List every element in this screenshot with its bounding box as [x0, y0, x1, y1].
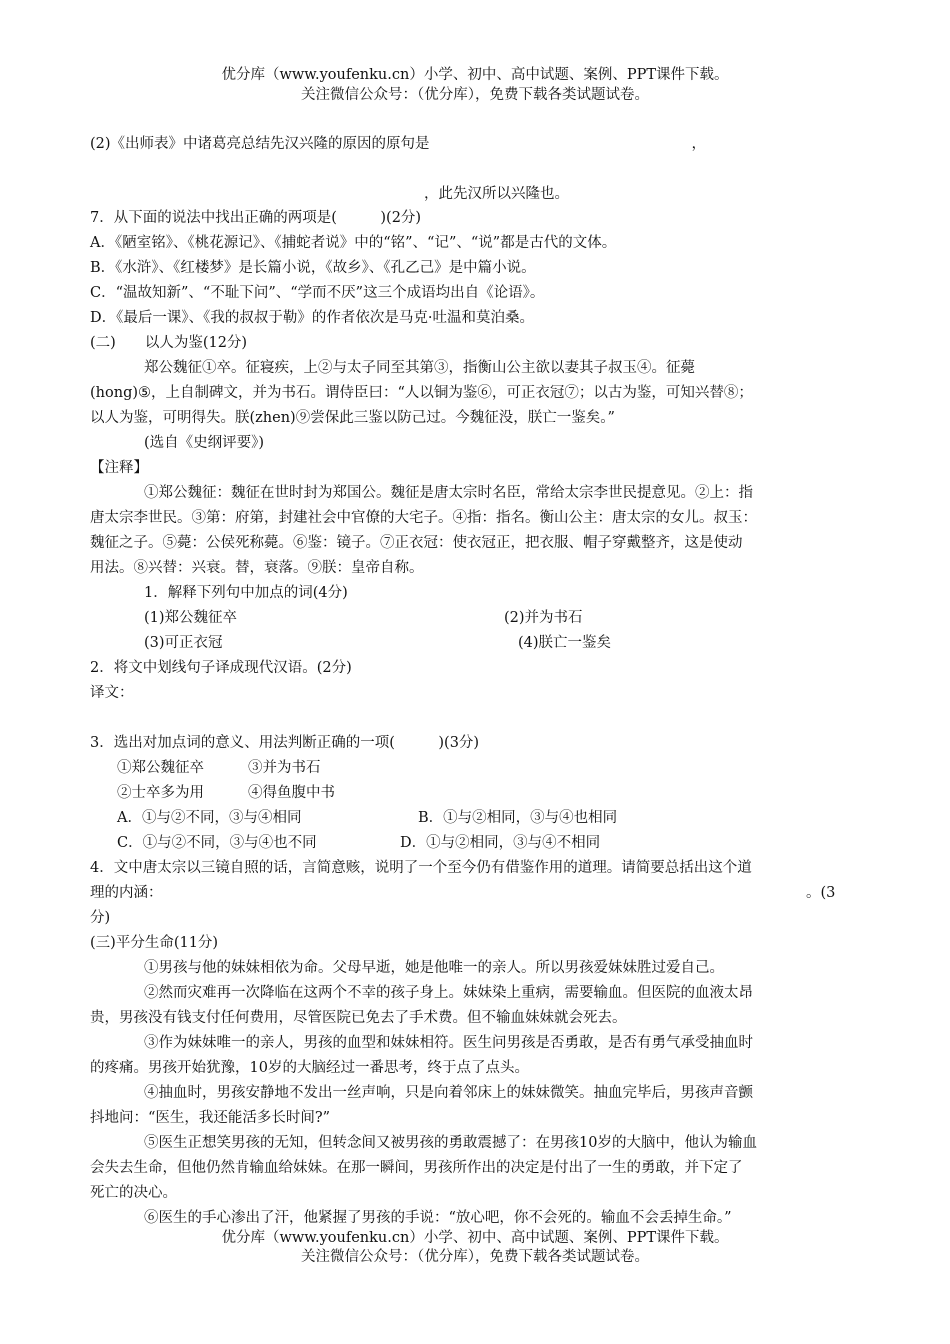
s2-q3-pair-2b: ④得鱼腹中书 [248, 785, 335, 801]
q6-2-line [90, 134, 860, 154]
s2-q4-line-1: 4．文中唐太宗以三镜自照的话，言简意赅，说明了一个至今仍有借鉴作用的道理。请简要总括出这个道 [90, 860, 752, 876]
q7-option-b: B．《水浒》、《红楼梦》是长篇小说，《故乡》、《孔乙己》是中篇小说。 [90, 260, 536, 276]
s3-line-6: ④抽血时，男孩安静地不发出一丝声响，只是向着邻床上的妹妹微笑。抽血完毕后，男孩声音颤 [144, 1085, 753, 1101]
q6-2-prefix: (2)《出师表》中诸葛亮总结先汉兴隆的原因的原句是 [90, 136, 430, 152]
q7-option-c: C．“温故知新”、“不耻下问”、“学而不厌”这三个成语均出自《论语》。 [90, 285, 545, 301]
s3-line-10: 死亡的决心。 [90, 1185, 177, 1201]
s2-q3-option-b: B．①与②相同，③与④也相同 [418, 810, 618, 826]
q7-stem: 7．从下面的说法中找出正确的两项是( )(2分) [90, 210, 422, 226]
footer-line-2: 关注微信公众号：（优分库），免费下载各类试题试卷。 [301, 1249, 649, 1265]
passage-line-1: 郑公魏征①卒。征寝疾，上②与太子同至其第③，指衡山公主欲以妻其子叔玉④。征薨 [144, 360, 695, 376]
s2-q3-stem: 3．选出对加点词的意义、用法判断正确的一项( )(3分) [90, 735, 480, 751]
s2-q2-stem: 2．将文中划线句子译成现代汉语。(2分) [90, 660, 352, 676]
footer-line-1: 优分库（www.youfenku.cn）小学、初中、高中试题、案例、PPT课件下载。 [221, 1230, 729, 1246]
notes-line-2: 唐太宗李世民。③第：府第，封建社会中官僚的大宅子。④指：指名。衡山公主：唐太宗的女儿。叔玉： [90, 510, 757, 526]
s2-q3-option-a: A．①与②不同，③与④相同 [117, 810, 302, 826]
s2-q4-line-2-prefix: 理的内涵： [90, 885, 163, 901]
s3-line-11: ⑥医生的手心渗出了汗，他紧握了男孩的手说：“放心吧，你不会死的。输血不会丢掉生命。” [144, 1210, 732, 1226]
s2-q3-option-d: D．①与②相同，③与④不相同 [400, 835, 601, 851]
s2-q1-item-4: (4)朕亡一鉴矣 [518, 635, 612, 651]
s2-q1-item-2: (2)并为书石 [504, 610, 583, 626]
s2-q1-stem: 1．解释下列句中加点的词(4分) [144, 585, 348, 601]
s3-line-5: 的疼痛。男孩开始犹豫，10岁的大脑经过一番思考，终于点了点头。 [90, 1060, 529, 1076]
s3-line-4: ③作为妹妹唯一的亲人，男孩的血型和妹妹相符。医生问男孩是否勇敢，是否有勇气承受抽血时 [144, 1035, 753, 1051]
header-line-1: 优分库（www.youfenku.cn）小学、初中、高中试题、案例、PPT课件下载。 [221, 67, 729, 83]
section3-title: (三)平分生命(11分) [90, 935, 219, 951]
s2-q3-pair-1a: ①郑公魏征卒 [117, 760, 204, 776]
s2-q4-line-2-suffix: 。(3 [806, 885, 836, 901]
s2-q4-line-3: 分) [90, 910, 111, 926]
s3-line-7: 抖地问：“医生，我还能活多长时间?” [90, 1110, 331, 1126]
s2-q3-pair-1b: ③并为书石 [248, 760, 321, 776]
q6-2-suffix: ，此先汉所以兴隆也。 [424, 186, 569, 202]
header-line-2: 关注微信公众号：（优分库），免费下载各类试题试卷。 [301, 87, 649, 103]
s3-line-8: ⑤医生正想笑男孩的无知，但转念间又被男孩的勇敢震撼了：在男孩10岁的大脑中，他认为输血 [144, 1135, 757, 1151]
q7-option-d: D．《最后一课》、《我的叔叔于勒》的作者依次是马克·吐温和莫泊桑。 [90, 310, 534, 326]
passage-line-2: (hong)⑤，上自制碑文，并为书石。谓侍臣曰：“人以铜为鉴⑥，可正衣冠⑦；以古为鉴，可知兴替⑧； [90, 385, 753, 401]
s2-q1-item-3: (3)可正衣冠 [144, 635, 223, 651]
notes-line-4: 用法。⑧兴替：兴衰。替，衰落。⑨朕：皇帝自称。 [90, 560, 424, 576]
passage-source: (选自《史纲评要》) [144, 435, 265, 451]
s2-q1-item-1: (1)郑公魏征卒 [144, 610, 238, 626]
s3-line-2: ②然而灾难再一次降临在这两个不幸的孩子身上。妹妹染上重病，需要输血。但医院的血液太昂 [144, 985, 753, 1001]
notes-line-3: 魏征之子。⑤薨：公侯死称薨。⑥鉴：镜子。⑦正衣冠：使衣冠正，把衣服、帽子穿戴整齐，这是使动 [90, 535, 743, 551]
q6-2-comma: ， [691, 136, 707, 152]
s3-line-1: ①男孩与他的妹妹相依为命。父母早逝，她是他唯一的亲人。所以男孩爱妹妹胜过爱自己。 [144, 960, 724, 976]
passage-line-3: 以人为鉴，可明得失。朕(zhen)⑨尝保此三鉴以防己过。今魏征没，朕亡一鉴矣。” [90, 410, 615, 426]
s3-line-3: 贵，男孩没有钱支付任何费用，尽管医院已免去了手术费。但不输血妹妹就会死去。 [90, 1010, 627, 1026]
s2-q2-answer-label: 译文： [90, 685, 134, 701]
notes-line-1: ①郑公魏征：魏征在世时封为郑国公。魏征是唐太宗时名臣，常给太宗李世民提意见。②上：指 [144, 485, 753, 501]
s2-q3-pair-2a: ②士卒多为用 [117, 785, 204, 801]
section2-title: (二) 以人为鉴(12分) [90, 335, 248, 351]
s3-line-9: 会失去生命，但他仍然肯输血给妹妹。在那一瞬间，男孩所作出的决定是付出了一生的勇敢，并下定了 [90, 1160, 743, 1176]
q7-option-a: A．《陋室铭》、《桃花源记》、《捕蛇者说》中的“铭”、“记”、“说”都是古代的文体。 [90, 235, 617, 251]
s2-q3-option-c: C．①与②不同，③与④也不同 [117, 835, 317, 851]
notes-title: 【注释】 [90, 460, 148, 476]
